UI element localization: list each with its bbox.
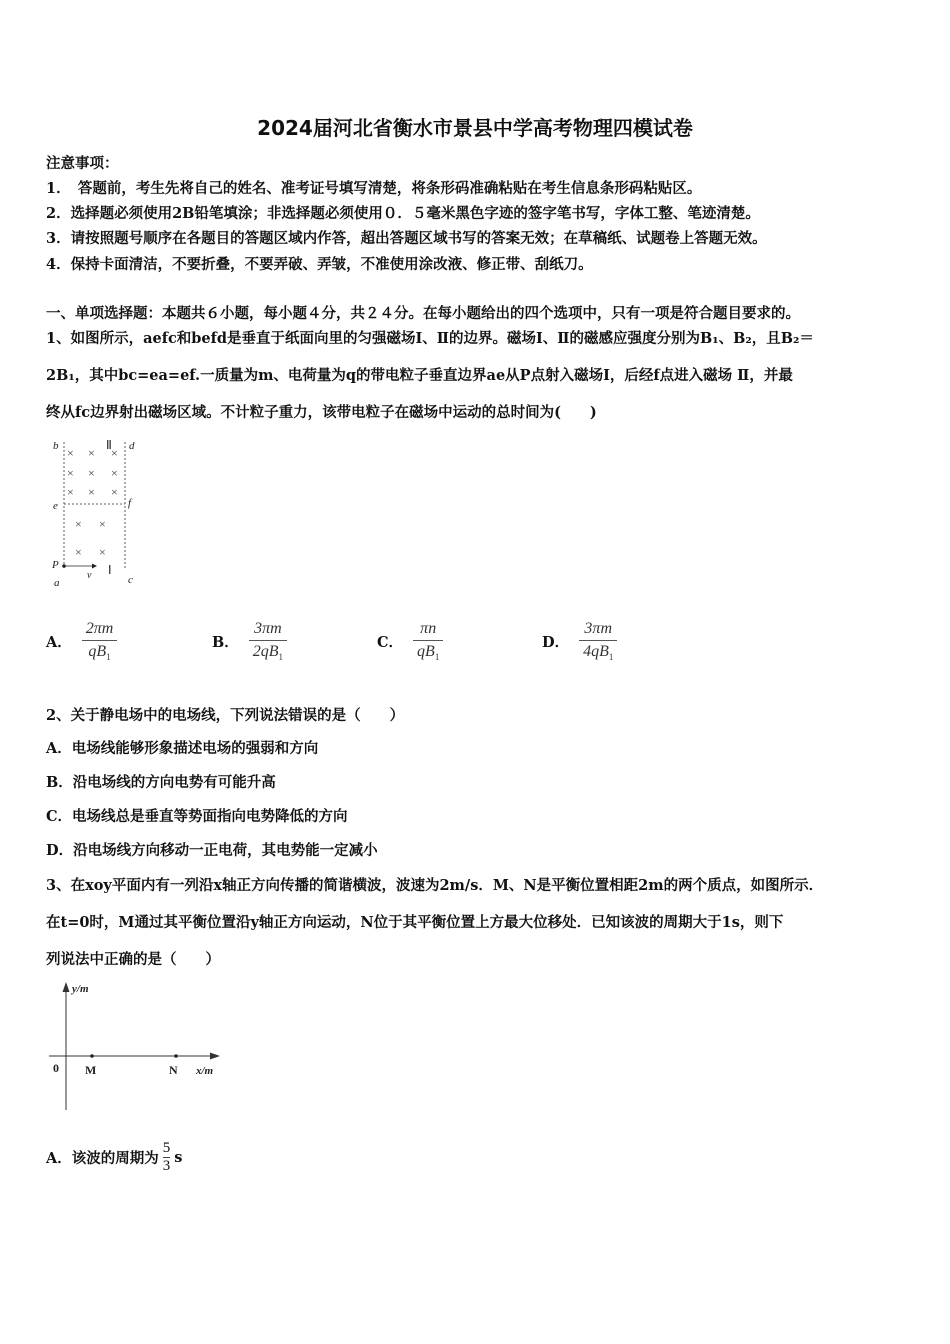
q1-option-b[interactable] [212,620,287,662]
option-fraction: $\frac{3\pi m}{2qB_1}$ [249,620,287,662]
notice-item-2: 2．选择题必须使用2B铅笔填涂；非选择题必须使用０．５毫米黑色字迹的签字笔书写，字体工整、笔迹清楚。 [46,205,760,222]
y-axis-label: y/m [72,983,89,995]
cross-mark: × [88,446,95,460]
label-P: P [52,559,59,571]
option-label: A． [46,633,72,651]
option-label: D． [542,633,570,651]
label-b: b [53,440,59,452]
q3-option-a[interactable] [46,1140,182,1175]
cross-mark: × [75,517,82,531]
q2-stem: 2、关于静电场中的电场线，下列说法错误的是（ ） [46,707,405,724]
cross-mark: × [67,485,74,499]
q2-option-a[interactable]: A．电场线能够形象描述电场的强弱和方向 [46,740,319,757]
cross-mark: × [67,466,74,480]
q1-line-2: 2B₁，其中bc=ea=ef.一质量为m、电荷量为q的带电粒子垂直边界ae从P点射入磁场Ⅰ，后经f点进入磁场 Ⅱ，并最 [46,367,793,384]
notice-item-1: 1． 答题前，考生先将自己的姓名、准考证号填写清楚，将条形码准确粘贴在考生信息条形码粘贴区。 [46,180,702,197]
cross-mark: × [99,517,106,531]
cross-mark: × [111,485,118,499]
notice-item-3: 3．请按照题号顺序在各题目的答题区域内作答，超出答题区域书写的答案无效；在草稿纸、试题卷上答题无效。 [46,230,767,247]
x-axis-label: x/m [196,1065,214,1077]
label-f: f [128,497,132,509]
q2-option-b[interactable]: B．沿电场线的方向电势有可能升高 [46,774,276,791]
q3-option-a-text: A．该波的周期为 [46,1150,159,1167]
q2-option-d[interactable]: D．沿电场线方向移动一正电荷，其电势能一定减小 [46,842,378,859]
q1-option-a[interactable] [46,620,117,662]
period-fraction: 5 3 [162,1140,171,1174]
page-title: 2024届河北省衡水市景县中学高考物理四模试卷 [257,116,693,140]
q3-line-3: 列说法中正确的是（ ） [46,951,220,968]
velocity-arrowhead [92,564,97,569]
y-axis-arrowhead [63,982,70,992]
label-region-2: Ⅱ [106,438,112,452]
option-fraction: $\frac{2\pi m}{qB_1}$ [82,620,118,662]
x-axis-arrowhead [210,1053,220,1060]
cross-mark: × [88,466,95,480]
q3-wave-axes-figure [46,978,226,1118]
notice-heading: 注意事项： [46,155,119,172]
label-a: a [54,577,60,589]
point-m-label: M [85,1063,97,1077]
section-heading: 一、单项选择题：本题共６小题，每小题４分，共２４分。在每小题给出的四个选项中，只有一项是符合题目要求的。 [46,305,800,322]
period-unit: s [174,1149,183,1166]
q1-line-1: 1、如图所示，aefc和befd是垂直于纸面向里的匀强磁场Ⅰ、Ⅱ的边界。磁场Ⅰ、Ⅱ的磁感应强度分别为B₁、B₂，且B₂＝ [46,330,814,347]
q1-option-d[interactable] [542,620,617,662]
q1-magnetic-field-figure [44,434,144,594]
q1-field-crosses [67,446,118,559]
cross-mark: × [88,485,95,499]
option-fraction: $\frac{\pi n}{qB_1}$ [413,620,443,662]
option-label: B． [212,633,239,651]
cross-mark: × [99,545,106,559]
label-v: v [87,570,92,581]
cross-mark: × [75,545,82,559]
q1-line-3: 终从fc边界射出磁场区域。不计粒子重力，该带电粒子在磁场中运动的总时间为( ) [46,404,597,421]
label-region-1: Ⅰ [108,563,112,577]
label-d: d [129,440,135,452]
point-n-dot [174,1054,178,1058]
point-n-label: N [169,1063,178,1077]
option-label: C． [377,633,404,651]
q3-line-1: 3、在xoy平面内有一列沿x轴正方向传播的简谐横波，波速为2m/s．M、N是平衡位置相距2m的两个质点，如图所示． [46,877,824,894]
cross-mark: × [111,446,118,460]
origin-label: 0 [53,1061,59,1075]
label-e: e [53,500,58,512]
cross-mark: × [111,466,118,480]
label-c: c [128,574,133,586]
option-fraction: $\frac{3\pi m}{4qB_1}$ [579,620,617,662]
q2-option-c[interactable]: C．电场线总是垂直等势面指向电势降低的方向 [46,808,348,825]
point-m-dot [90,1054,94,1058]
q1-option-c[interactable] [377,620,443,662]
notice-item-4: 4．保持卡面清洁，不要折叠，不要弄破、弄皱，不准使用涂改液、修正带、刮纸刀。 [46,256,593,273]
q3-line-2: 在t=0时，M通过其平衡位置沿y轴正方向运动，N位于其平衡位置上方最大位移处．已知该波的周期大于1s，则下 [46,914,784,931]
cross-mark: × [67,446,74,460]
